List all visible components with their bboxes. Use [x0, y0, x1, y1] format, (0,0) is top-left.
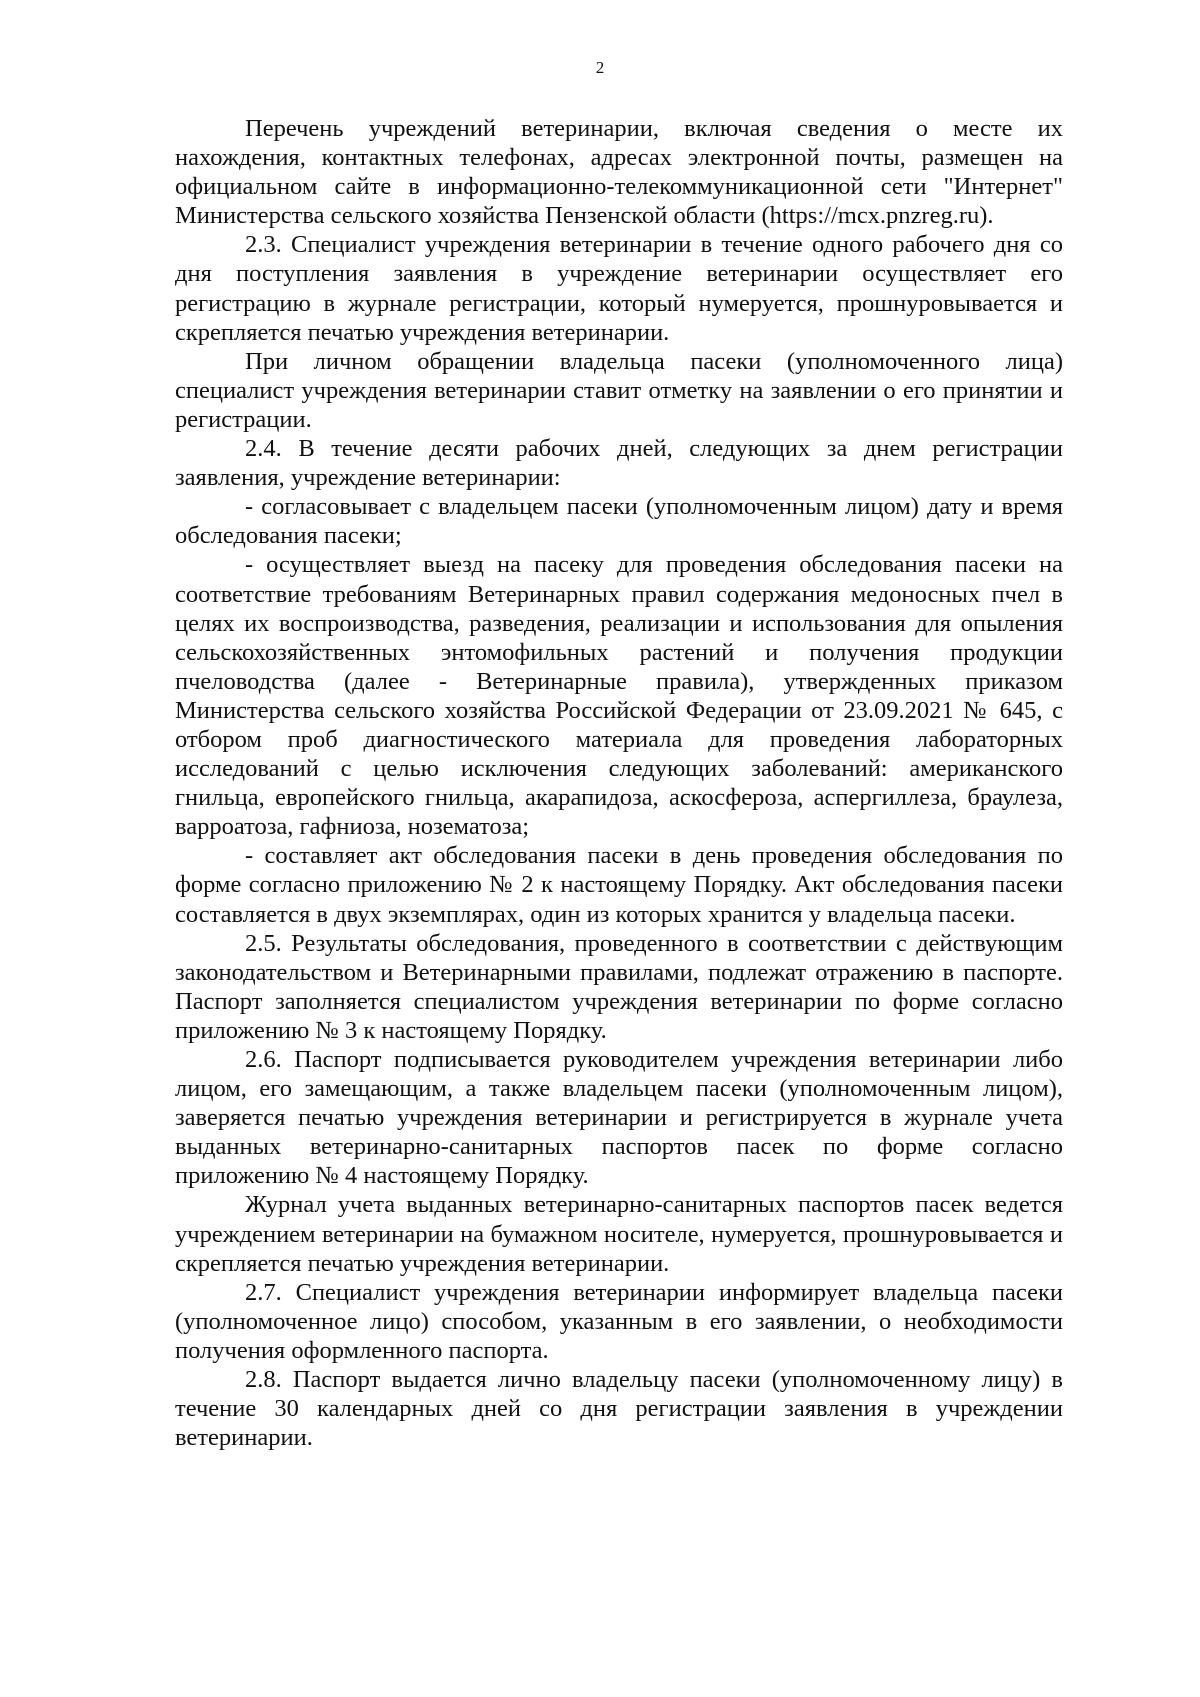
paragraph-2-6: 2.6. Паспорт подписывается руководителем учреждения ветеринарии либо лицом, его замещающим, а также владельцем пасеки (уполномоченным лицом), заверяется печатью учреждения ветеринарии и регистрируется в журнале учета выданных ветеринарно-санитарных паспортов пасек по форме согласно приложению № 4 настоящему Порядку.: [175, 1046, 1063, 1190]
paragraph-2-8: 2.8. Паспорт выдается лично владельцу пасеки (уполномоченному лицу) в течение 30 календарных дней со дня регистрации заявления в учреждении ветеринарии.: [175, 1366, 1063, 1452]
paragraph-personal-appeal: При личном обращении владельца пасеки (уполномоченного лица) специалист учреждения ветеринарии ставит отметку на заявлении о его принятии и регистрации.: [175, 347, 1063, 433]
document-body: [175, 114, 1063, 1452]
paragraph-2-7: 2.7. Специалист учреждения ветеринарии информирует владельца пасеки (уполномоченное лицо) способом, указанным в его заявлении, о необходимости получения оформленного паспорта.: [175, 1278, 1063, 1364]
paragraph-2-4: 2.4. В течение десяти рабочих дней, следующих за днем регистрации заявления, учреждение ветеринарии:: [175, 435, 1063, 492]
paragraph-2-4-item-visit: - осуществляет выезд на пасеку для проведения обследования пасеки на соответствие требованиям Ветеринарных правил содержания медоносных пчел в целях их воспроизводства, разведения, реализации и использования для опыления сельскохозяйственных энтомофильных растений и получения продукции пчеловодства (далее - Ветеринарные правила), утвержденных приказом Министерства сельского хозяйства Российской Федерации от 23.09.2021 № 645, с отбором проб диагностического материала для проведения лабораторных исследований с целью исключения следующих заболеваний: американского гнильца, европейского гнильца, акарапидоза, аскосфероза, аспергиллеза, браулеза, варроатоза, гафниоза, нозематоза;: [175, 551, 1063, 841]
paragraph-2-4-item-agree: - согласовывает с владельцем пасеки (уполномоченным лицом) дату и время обследования пасеки;: [175, 493, 1063, 550]
paragraph-journal: Журнал учета выданных ветеринарно-санитарных паспортов пасек ведется учреждением ветеринарии на бумажном носителе, нумеруется, прошнуровывается и скрепляется печатью учреждения ветеринарии.: [175, 1191, 1063, 1277]
page-number: 2: [595, 58, 605, 77]
paragraph-2-4-item-act: - составляет акт обследования пасеки в день проведения обследования по форме согласно приложению № 2 к настоящему Порядку. Акт обследования пасеки составляется в двух экземплярах, один из которых хранится у владельца пасеки.: [175, 842, 1063, 928]
paragraph-2-5: 2.5. Результаты обследования, проведенного в соответствии с действующим законодательством и Ветеринарными правилами, подлежат отражению в паспорте. Паспорт заполняется специалистом учреждения ветеринарии по форме согласно приложению № 3 к настоящему Порядку.: [175, 929, 1063, 1044]
paragraph-2-3: 2.3. Специалист учреждения ветеринарии в течение одного рабочего дня со дня поступления заявления в учреждение ветеринарии осуществляет его регистрацию в журнале регистрации, который нумеруется, прошнуровывается и скрепляется печатью учреждения ветеринарии.: [175, 231, 1063, 346]
paragraph-institutions-list: Перечень учреждений ветеринарии, включая сведения о месте их нахождения, контактных телефонах, адресах электронной почты, размещен на официальном сайте в информационно-телекоммуникационной сети "Интернет" Министерства сельского хозяйства Пензенской области (https://mcx.pnzreg.ru).: [175, 115, 1063, 230]
